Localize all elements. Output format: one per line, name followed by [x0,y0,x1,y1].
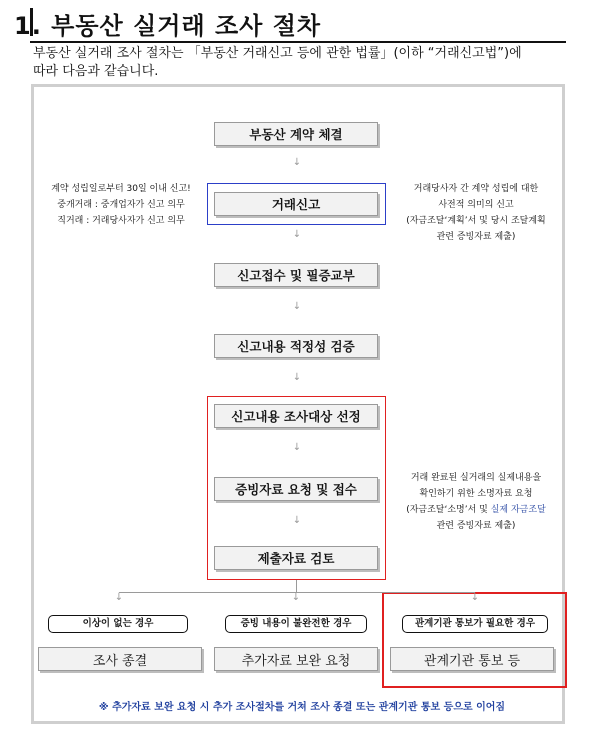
note-highlight-text: 실제 자금조달 [490,505,546,515]
step-verification: 신고내용 적정성 검증 [214,334,378,358]
note-line: 계약 성립일로부터 30일 이내 신고! [51,184,191,194]
step-receipt: 신고접수 및 필증교부 [214,263,378,287]
result-close-investigation: 조사 종결 [38,647,202,671]
note-line: 중개거래 : 중개업자가 신고 의무 [57,200,185,210]
case-label-no-issue: 이상이 없는 경우 [48,615,188,633]
arrow-down-icon: ↓ [292,372,302,383]
step-report: 거래신고 [214,192,378,216]
note-text: (자금조달‘소명’서 및 [406,505,491,515]
step-target-selection: 신고내용 조사대상 선정 [214,404,378,428]
intro-line-2: 따라 다음과 같습니다. [33,64,159,79]
case-label-incomplete: 증빙 내용이 불완전한 경우 [225,615,367,633]
arrow-down-icon: ↓ [291,592,301,603]
arrow-down-icon: ↓ [292,229,302,240]
report-meaning-note [388,181,564,245]
step-document-review: 제출자료 검토 [214,546,378,570]
report-deadline-note [36,181,206,229]
case-label-agency-notice: 관계기관 통보가 필요한 경우 [402,615,548,633]
arrow-down-icon: ↓ [292,442,302,453]
footnote: ※ 추가자료 보완 요청 시 추가 조사절차를 거쳐 조사 종결 또는 관계기관 통보 등으로 이어짐 [98,702,506,713]
step-contract: 부동산 계약 체결 [214,122,378,146]
note-line: 사전적 의미의 신고 [438,200,514,210]
intro-paragraph [33,45,573,81]
evidence-note [388,470,564,534]
note-line: 관련 증빙자료 제출) [436,232,516,242]
arrow-down-icon: ↓ [114,592,124,603]
result-notify-agency: 관계기관 통보 등 [390,647,554,671]
note-line: 직거래 : 거래당사자가 신고 의무 [57,216,185,226]
result-request-more-docs: 추가자료 보완 요청 [214,647,378,671]
note-line: (자금조달‘계획’서 및 당시 조달계획 [406,216,546,226]
arrow-down-icon: ↓ [292,157,302,168]
title-underline [30,41,566,43]
note-line: 관련 증빙자료 제출) [436,521,516,531]
page-title: 1. 부동산 실거래 조사 절차 [14,12,322,40]
branch-stem-line [296,580,297,592]
step-evidence-request: 증빙자료 요청 및 접수 [214,477,378,501]
arrow-down-icon: ↓ [470,592,480,603]
note-line: 확인하기 위한 소명자료 요청 [419,489,533,499]
arrow-down-icon: ↓ [292,301,302,312]
arrow-down-icon: ↓ [292,515,302,526]
note-line [388,502,564,518]
intro-line-1: 부동산 실거래 조사 절차는 「부동산 거래신고 등에 관한 법률」(이하 “거래신고법”)에 [33,46,522,61]
note-line: 거래당사자 간 계약 성립에 대한 [413,184,539,194]
agency-notice-highlight-box [382,592,567,688]
note-line: 거래 완료된 실거래의 실제내용을 [410,473,542,483]
